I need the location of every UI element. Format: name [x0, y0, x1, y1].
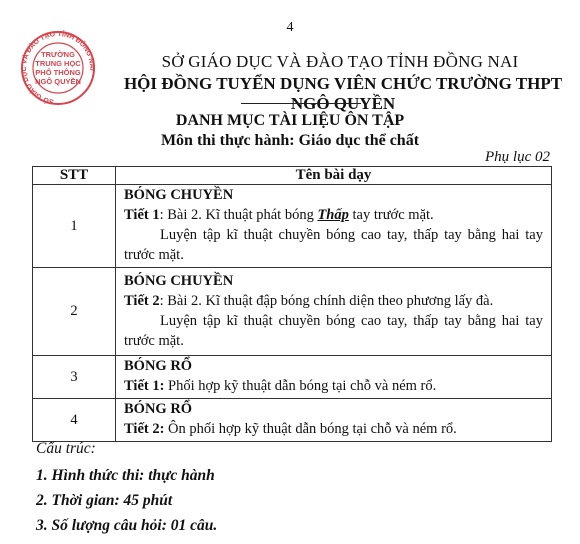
structure-heading: Cấu trúc:: [36, 440, 96, 457]
lesson-text: : Bài 2. Kĩ thuật phát bóng: [159, 207, 318, 223]
sport-category: BÓNG RỔ: [124, 358, 193, 374]
row-number: 3: [33, 356, 116, 399]
seal-line: NGÔ QUYỀN: [35, 77, 81, 86]
row-number: 1: [33, 185, 116, 268]
table-row: [33, 399, 552, 442]
sport-category: BÓNG RỔ: [124, 401, 193, 417]
department-header: SỞ GIÁO DỤC VÀ ĐÀO TẠO TỈNH ĐỒNG NAI: [161, 52, 519, 71]
column-header-stt: STT: [33, 167, 116, 185]
appendix-label: Phụ lục 02: [485, 149, 550, 165]
lesson-text: Phối hợp kỹ thuật dẫn bóng tại chỗ và ném rổ.: [164, 378, 437, 394]
document-title: DANH MỤC TÀI LIỆU ÔN TẬP: [175, 112, 405, 129]
table-row: [33, 268, 552, 356]
document-subtitle: Môn thi thực hành: Giáo dục thể chất: [160, 132, 420, 149]
lesson-line: [124, 205, 543, 225]
row-number: 2: [33, 268, 116, 356]
structure-item: 2. Thời gian: 45 phút: [36, 492, 173, 509]
lesson-text: Ôn phối hợp kỹ thuật dẫn bóng tại chỗ và ném rổ.: [164, 421, 457, 437]
row-number: 4: [33, 399, 116, 442]
structure-item: 1. Hình thức thi: thực hành: [36, 467, 215, 484]
practice-text: Luyện tập kĩ thuật chuyền bóng cao tay, thấp tay bằng hai tay trước mặt.: [124, 227, 543, 263]
header-divider: [241, 103, 361, 104]
lesson-cell: [116, 268, 552, 356]
lesson-line: [124, 419, 543, 439]
seal-line: TRUNG HỌC: [35, 59, 81, 68]
page-number: 4: [286, 20, 294, 35]
lesson-line: [124, 376, 543, 396]
table-row: [33, 185, 552, 268]
lesson-label: Tiết 1: [124, 207, 160, 223]
structure-item: 3. Số lượng câu hỏi: 01 câu.: [36, 517, 218, 534]
highlighted-word: Thấp: [317, 207, 349, 223]
seal-ring-text: SỞ GIÁO DỤC VÀ ĐÀO TẠO TỈNH ĐỒNG NAI: [20, 30, 96, 105]
lesson-text: : Bài 2. Kĩ thuật đập bóng chính diện theo phương lấy đà.: [159, 292, 494, 309]
practice-text: Luyện tập kĩ thuật chuyền bóng cao tay, thấp tay bằng hai tay trước mặt.: [124, 312, 543, 349]
lesson-cell: [116, 399, 552, 442]
seal-line: PHỔ THÔNG: [35, 68, 81, 77]
lesson-cell: [116, 185, 552, 268]
seal-line: TRƯỜNG: [41, 50, 75, 59]
sport-category: BÓNG CHUYỀN: [124, 187, 234, 203]
lesson-label: Tiết 1:: [124, 378, 165, 394]
lesson-text: tay trước mặt.: [348, 207, 434, 223]
lesson-line: [124, 291, 543, 311]
table-row: [33, 356, 552, 399]
table-header-row: [33, 167, 552, 185]
lesson-label: Tiết 2: [124, 292, 160, 309]
school-seal: [6, 30, 110, 110]
lesson-cell: [116, 356, 552, 399]
lesson-label: Tiết 2:: [124, 421, 165, 437]
lesson-table: [32, 166, 552, 442]
sport-category: BÓNG CHUYỀN: [124, 272, 234, 289]
column-header-lesson: Tên bài dạy: [116, 167, 552, 185]
council-header: HỘI ĐỒNG TUYỂN DỤNG VIÊN CHỨC TRƯỜNG THPT NGÔ QUYỀN: [123, 74, 563, 113]
